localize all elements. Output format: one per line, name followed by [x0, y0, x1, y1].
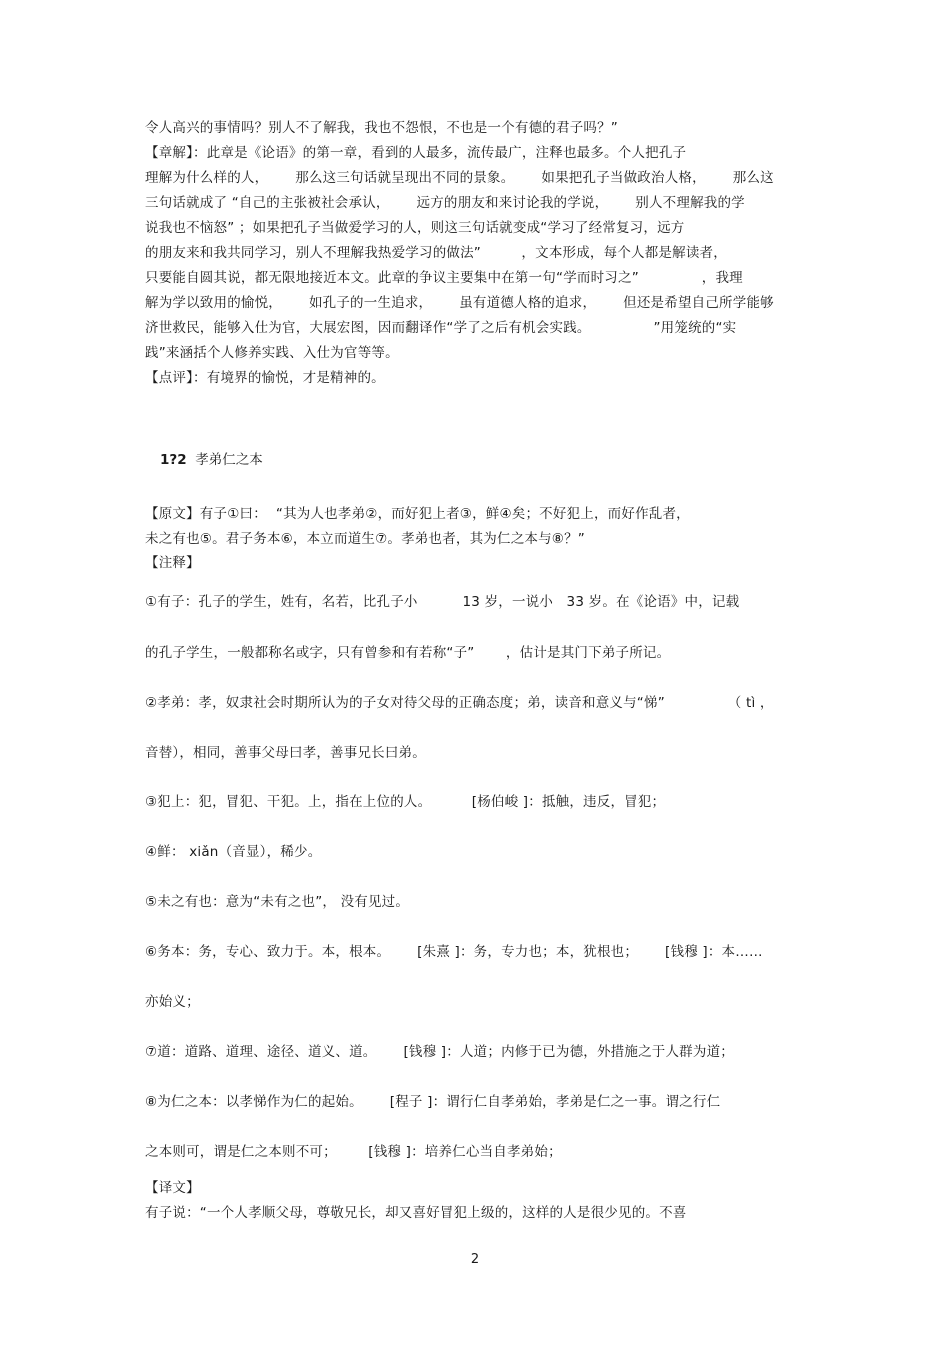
original-text-line: 【原文】有子①曰： “其为人也孝弟②，而好犯上者③，鲜④矣；不好犯上，而好作乱者，: [145, 506, 690, 522]
note-line: 音替），相同，善事父母曰孝，善事兄长曰弟。: [145, 745, 426, 761]
note-line: 亦始义；: [145, 994, 200, 1010]
text-line: 【章解】：此章是《论语》的第一章，看到的人最多，流传最广，注释也最多。个人把孔子: [145, 145, 687, 161]
text-line: 说我也不恼怒” ；如果把孔子当做爱学习的人，则这三句话就变成“学习了经常复习，远方: [145, 220, 685, 236]
note-line: ③犯上：犯，冒犯、干犯。上，指在上位的人。 [杨伯峻 ]：抵触，违反，冒犯；: [145, 794, 666, 810]
notes-label: 【注释】: [145, 555, 200, 571]
chapter-heading: [160, 451, 263, 469]
note-line: ⑥务本：务，专心、致力于。本，根本。 [朱熹 ]：务，专力也；本，犹根也； [钱穆 ]：本……: [145, 944, 763, 960]
original-text-line: 未之有也⑤。君子务本⑥，本立而道生⑦。孝弟也者，其为仁之本与⑧？”: [145, 531, 586, 547]
text-line: 只要能自圆其说，都无限地接近本文。此章的争议主要集中在第一句“学而时习之” ，我理: [145, 270, 743, 286]
note-line: ④鲜： xiǎn（音显），稀少。: [145, 844, 322, 860]
text-line: 令人高兴的事情吗？别人不了解我，我也不怨恨，不也是一个有德的君子吗？”: [145, 120, 618, 136]
chapter-title: 孝弟仁之本: [195, 452, 263, 468]
text-line: 践”来涵括个人修养实践、入仕为官等等。: [145, 345, 399, 361]
note-line: ①有子：孔子的学生，姓有，名若，比孔子小 13 岁，一说小 33 岁。在《论语》中，记载: [145, 594, 740, 610]
note-line: 之本则可，谓是仁之本则不可； [钱穆 ]：培养仁心当自孝弟始；: [145, 1144, 562, 1160]
note-line: ⑦道：道路、道理、途径、道义、道。 [钱穆 ]：人道；内修于已为德，外措施之于人群为道；: [145, 1044, 734, 1060]
comment-line: 【点评】：有境界的愉悦，才是精神的。: [145, 370, 385, 386]
note-line: ⑧为仁之本：以孝悌作为仁的起始。 [程子 ]：谓行仁自孝弟始，孝弟是仁之一事。谓之行仁: [145, 1094, 721, 1110]
chapter-number: 1?2: [160, 452, 187, 468]
note-line: ⑤未之有也：意为“未有之也”， 没有见过。: [145, 894, 410, 910]
text-line: 的朋友来和我共同学习，别人不理解我热爱学习的做法” ，文本形成，每个人都是解读者，: [145, 245, 727, 261]
text-line: 解为学以致用的愉悦， 如孔子的一生追求， 虽有道德人格的追求， 但还是希望自己所学能够: [145, 295, 774, 311]
translation-label: 【译文】: [145, 1180, 200, 1196]
note-line: ②孝弟：孝，奴隶社会时期所认为的子女对待父母的正确态度；弟，读音和意义与“悌” （ tì ，: [145, 695, 774, 711]
translation-line: 有子说：“一个人孝顺父母，尊敬兄长，却又喜好冒犯上级的，这样的人是很少见的。不喜: [145, 1205, 687, 1221]
text-line: 理解为什么样的人， 那么这三句话就呈现出不同的景象。 如果把孔子当做政治人格， 那么这: [145, 170, 774, 186]
text-line: 济世救民，能够入仕为官，大展宏图，因而翻译作“学了之后有机会实践。 ”用笼统的“实: [145, 320, 737, 336]
page-number: 2: [470, 1252, 480, 1267]
note-line: 的孔子学生，一般都称名或字，只有曾参和有若称“子” ，估计是其门下弟子所记。: [145, 645, 671, 661]
text-line: 三句话就成了 “自己的主张被社会承认， 远方的朋友和来讨论我的学说， 别人不理解我的学: [145, 195, 745, 211]
